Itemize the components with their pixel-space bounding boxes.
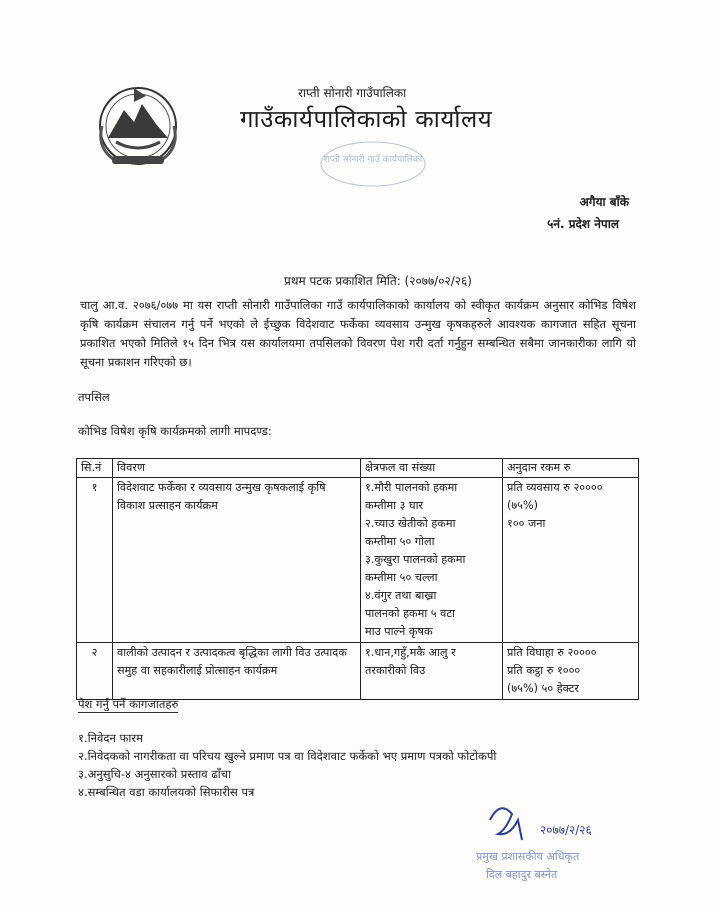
office-stamp-icon bbox=[318, 138, 428, 188]
col-header-description: विवरण bbox=[113, 459, 361, 478]
table-header-row bbox=[77, 459, 639, 478]
area-line: माउ पाल्ने कृषक bbox=[365, 625, 433, 638]
list-item: ४.सम्बन्धित वडा कार्यालयको सिफारीस पत्र bbox=[78, 785, 255, 799]
grant-line: प्रति कट्ठा रु १००० bbox=[507, 664, 581, 677]
cell-area bbox=[361, 478, 503, 643]
list-item: १.निवेदन फारम bbox=[78, 731, 143, 745]
area-line: पालनको हकमा ५ वटा bbox=[365, 607, 455, 620]
area-line: २.च्याउ खेतीको हकमा bbox=[365, 517, 456, 530]
cell-description: वालीको उत्पादन र उत्पादकत्व बृद्धिका लागी विउ उत्पादक समुह वा सहकारीलाई प्रोत्साहन कार्यक्रम bbox=[113, 643, 361, 700]
area-line: १.धान,गहुँ,मकै आलु र bbox=[365, 646, 456, 659]
grant-line: (७५%) ५० हेक्टर bbox=[507, 682, 579, 695]
area-line: कम्तीमा ३ घार bbox=[365, 499, 424, 512]
signature-date: २०७७/२/२६ bbox=[540, 823, 592, 837]
criteria-table bbox=[76, 458, 639, 700]
area-line: कम्तीमा ५० गोला bbox=[365, 535, 435, 548]
location-line-1: अगैया बाँके bbox=[579, 195, 629, 209]
col-header-sn: सि.नं bbox=[77, 459, 113, 478]
nepal-emblem-icon bbox=[90, 80, 186, 170]
stamp-title: प्रमुख प्रशासकीय अधिकृत bbox=[476, 850, 580, 863]
location-line-2: ५नं. प्रदेश नेपाल bbox=[547, 217, 619, 231]
office-title: गाउँकार्यपालिकाको कार्यालय bbox=[240, 105, 493, 133]
documents-heading: पेश गर्नु पर्ने कागजातहरु bbox=[78, 697, 179, 711]
municipality-name: राप्ती सोनारी गाउँपालिका bbox=[298, 86, 407, 100]
area-line: तरकारीको विउ bbox=[365, 664, 426, 677]
grant-line: (७५%) bbox=[507, 499, 538, 512]
table-row bbox=[77, 643, 639, 700]
area-line: १.मौरी पालनको हकमा bbox=[365, 481, 458, 494]
list-item: २.निवेदकको नागरीकता वा परिचय खुल्ने प्रमाण पत्र वा विदेशवाट फर्केको भए प्रमाण पत्रको फोटोकपी bbox=[78, 749, 497, 763]
table-row bbox=[77, 478, 639, 643]
criteria-title: कोभिड विषेश कृषि कार्यक्रमको लागी मापदण्ड: bbox=[78, 424, 272, 438]
grant-line: प्रति व्यवसाय रु २०००० bbox=[507, 481, 603, 494]
grant-line: प्रति विघाहा रु २०००० bbox=[507, 646, 597, 659]
area-line: ४.वंगुर तथा बाख्रा bbox=[365, 589, 437, 602]
tapsil-label: तपसिल bbox=[78, 390, 110, 404]
documents-list bbox=[78, 729, 496, 801]
area-line: ३.कुखुरा पालनको हकमा bbox=[365, 553, 466, 566]
cell-sn: २ bbox=[77, 643, 113, 700]
col-header-grant: अनुदान रकम रु bbox=[503, 459, 639, 478]
signature-stamp-icon bbox=[470, 790, 620, 890]
cell-description: विदेशवाट फर्केका र व्यवसाय उन्मुख कृषकलाई कृषि विकाश प्रत्साहन कार्यक्रम bbox=[113, 478, 361, 643]
cell-grant bbox=[503, 643, 639, 700]
notice-body: चालु आ.व. २०७६/०७७ मा यस राप्ती सोनारी गाउँपालिका गाउँ कार्यपालिकाको कार्यालय को स्वीकृत कार्यक्रम अनुसार कोभिड विषेश कृषि कार्यक्रम संचालन गर्नु पर्ने भएको ले ईच्छुक विदेशवाट फर्केका व्यवसाय उन्मुख कृषकहरुले आवश्यक कागजात सहित सूचना प्रकाशित भएको मितिले १५ दिन भित्र यस कार्यालयमा तपसिलको विवरण पेश गरी दर्ता गर्नुहुन सम्बन्धित सबैमा जानकारीका लागि यो सूचना प्रकाशन गरिएको छ। bbox=[80, 298, 636, 369]
cell-sn: १ bbox=[77, 478, 113, 643]
grant-line: १०० जना bbox=[507, 517, 546, 530]
stamp-text: राप्ती सोनारी गाउँ कार्यपालिका bbox=[323, 155, 423, 165]
stamp-name: दिल बहादुर बस्नेत bbox=[486, 868, 558, 881]
list-item: ३.अनुसुचि-४ अनुसारको प्रस्ताव ढाँचा bbox=[78, 767, 232, 781]
area-line: कम्तीमा ५० चल्ला bbox=[365, 571, 438, 584]
col-header-area: क्षेत्रफल वा संख्या bbox=[361, 459, 503, 478]
published-date: प्रथम पटक प्रकाशित मिति: (२०७७/०२/२६) bbox=[284, 274, 472, 288]
cell-grant bbox=[503, 478, 639, 643]
cell-area bbox=[361, 643, 503, 700]
